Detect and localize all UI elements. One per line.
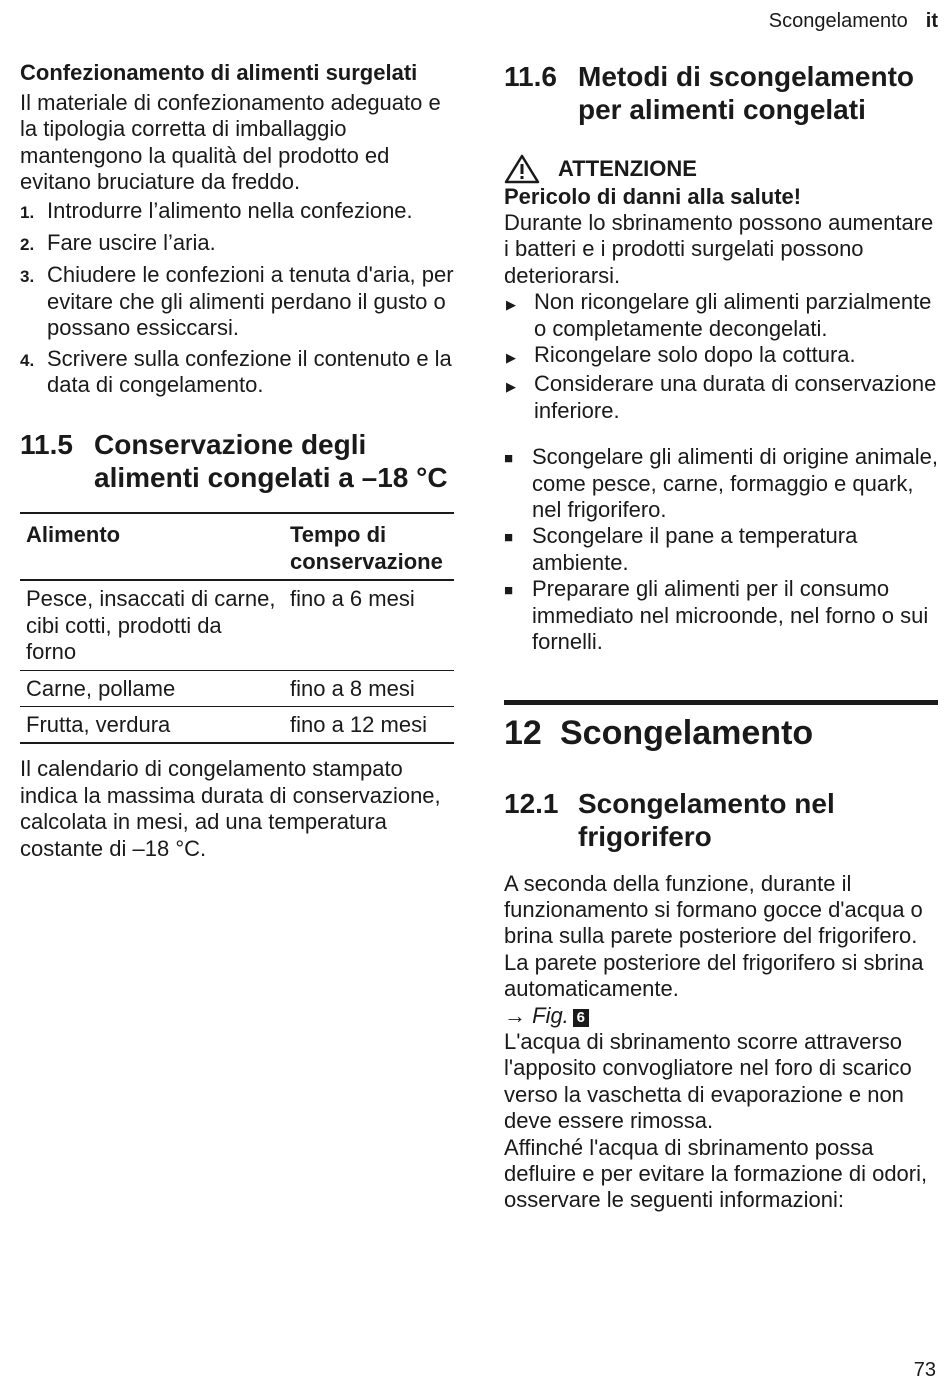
column-header: Tempo di conservazione xyxy=(290,522,443,574)
defrost-paragraph-1: A seconda della funzione, durante il funzionamento si formano gocce d'acqua o brina sulla parete posteriore del frigorifero. La parete posteriore del frigorifero si sbrina automaticamente. xyxy=(504,870,924,1002)
square-bullet-icon: ■ xyxy=(504,529,514,547)
list-item: 3. Chiudere le confezioni a tenuta d'aria, per evitare che gli alimenti perdano il gusto o possano essiccarsi. xyxy=(20,262,454,341)
list-item: 2. Fare uscire l’aria. xyxy=(20,230,216,256)
defrost-paragraph-2: L'acqua di sbrinamento scorre attraverso l'apposito convogliatore nel foro di scarico verso la vaschetta di evaporazione e non deve essere rimossa. xyxy=(504,1028,912,1134)
warning-list xyxy=(504,289,938,424)
storage-note: Il calendario di congelamento stampato indica la massima durata di conservazione, calcolata in mesi, ad una temperatura costante di –18 °C. xyxy=(20,756,441,861)
table-row xyxy=(20,670,454,706)
table-cell: fino a 6 mesi xyxy=(290,586,415,612)
square-bullet-icon: ■ xyxy=(504,450,514,468)
warning-triangle-icon xyxy=(504,154,540,184)
column-header: Alimento xyxy=(26,522,121,548)
storage-table xyxy=(20,512,454,744)
right-column xyxy=(504,60,938,1214)
left-column xyxy=(20,60,454,862)
running-header xyxy=(769,8,938,34)
packaging-steps xyxy=(20,198,454,399)
packaging-heading: Confezionamento di alimenti surgelati xyxy=(20,60,418,85)
table-header-row xyxy=(20,513,454,580)
list-item: 1. Introdurre l’alimento nella confezione. xyxy=(20,197,413,223)
figure-number-badge: 6 xyxy=(573,1009,589,1027)
section-heading-12-1: 12.1 Scongelamento nel frigorifero xyxy=(504,787,835,852)
list-item: ■ Scongelare il pane a temperatura ambiente. xyxy=(504,523,858,575)
table-row xyxy=(20,706,454,743)
figure-label: Fig. xyxy=(532,1002,569,1028)
arrow-bullet-icon: ▶ xyxy=(506,379,516,395)
list-item: ▶ Non ricongelare gli alimenti parzialmente o completamente decongelati. xyxy=(506,289,932,341)
defrost-paragraph-3: Affinché l'acqua di sbrinamento possa defluire e per evitare la formazione di odori, osservare le seguenti informazioni: xyxy=(504,1134,928,1213)
arrow-bullet-icon: ▶ xyxy=(506,350,516,366)
chapter-heading-12: 12 Scongelamento xyxy=(504,713,814,752)
arrow-bullet-icon: ▶ xyxy=(506,297,516,313)
section-heading-11-5: 11.5 Conservazione degli alimenti congelati a –18 °C xyxy=(20,429,448,494)
section-heading-11-6: 11.6 Metodi di scongelamento per alimenti congelati xyxy=(504,61,915,125)
table-cell: Carne, pollame xyxy=(26,675,176,701)
packaging-intro: Il materiale di confezionamento adeguato e la tipologia corretta di imballaggio mantengono la qualità del prodotto ed evitano bruciature da freddo. xyxy=(20,90,441,195)
table-row xyxy=(20,580,454,670)
table-cell: Pesce, insaccati di carne, cibi cotti, prodotti da forno xyxy=(26,586,276,665)
list-item: ▶ Considerare una durata di conservazione inferiore. xyxy=(506,371,937,423)
arrow-right-icon: → xyxy=(504,1002,526,1028)
thawing-tips xyxy=(504,444,938,655)
list-item: 4. Scrivere sulla confezione il contenuto e la data di congelamento. xyxy=(20,345,452,398)
page-number: 73 xyxy=(913,1359,936,1381)
list-item: ■ Scongelare gli alimenti di origine animale, come pesce, carne, formaggio e quark, nel frigorifero. xyxy=(504,444,939,523)
header-section: Scongelamento xyxy=(768,10,908,32)
figure-reference[interactable] xyxy=(504,1003,938,1029)
list-item: ■ Preparare gli alimenti per il consumo immediato nel microonde, nel forno o sui fornelli. xyxy=(504,576,929,655)
warning-text: Durante lo sbrinamento possono aumentare i batteri e i prodotti surgelati possono deteriorarsi. xyxy=(504,210,934,288)
table-cell: Frutta, verdura xyxy=(26,711,171,737)
table-cell: fino a 8 mesi xyxy=(290,675,415,701)
header-language: it xyxy=(925,10,938,32)
square-bullet-icon: ■ xyxy=(504,582,514,600)
chapter-divider xyxy=(504,700,938,705)
list-item: ▶ Ricongelare solo dopo la cottura. xyxy=(504,342,938,371)
table-cell: fino a 12 mesi xyxy=(290,711,427,737)
warning-heading xyxy=(504,154,938,184)
warning-subtitle: Pericolo di danni alla salute! xyxy=(504,184,802,209)
warning-label: ATTENZIONE xyxy=(558,156,697,181)
